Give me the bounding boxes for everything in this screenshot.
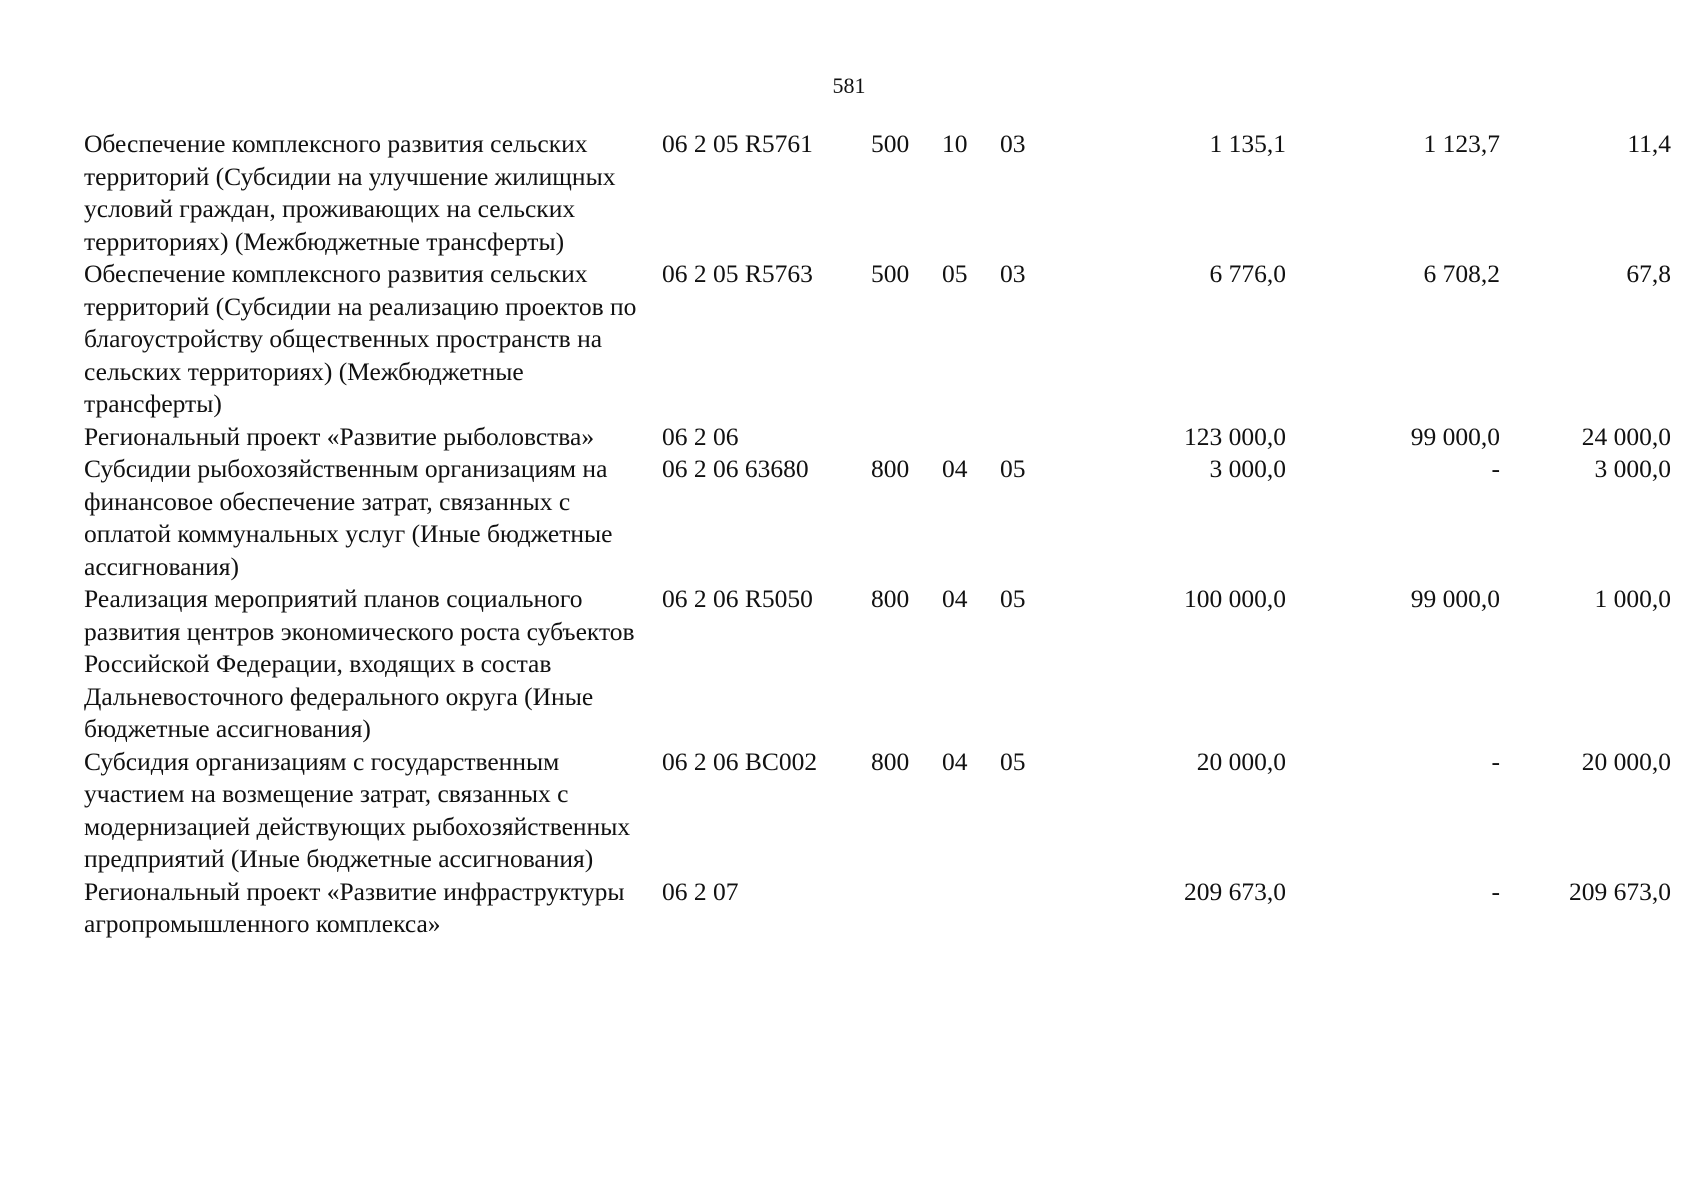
row-pr: 05 (1000, 454, 1026, 483)
row-federal: - (1491, 876, 1500, 906)
row-total: 3 000,0 (1209, 454, 1286, 483)
row-regional: 20 000,0 (1581, 746, 1671, 776)
row-name: Субсидии рыбохозяйственным организациям на финансовое обеспечение затрат, связанных с оплатой коммунальных услуг (Иные бюджетные ассигнования) (84, 454, 613, 581)
row-vr (871, 876, 942, 941)
row-regional: 1 000,0 (1594, 584, 1671, 613)
row-total: 1 135,1 (1209, 129, 1286, 158)
row-name: Обеспечение комплексного развития сельских территорий (Субсидии на реализацию проектов по благоустройству общественных пространств на сельских территориях) (Межбюджетные трансферты) (84, 259, 637, 418)
row-csr: 06 2 06 ВС002 (662, 746, 818, 776)
row-pr: 05 (1000, 584, 1026, 613)
row-total: 123 000,0 (1184, 421, 1286, 451)
row-regional: 67,8 (1626, 259, 1671, 288)
row-federal: 6 708,2 (1423, 259, 1500, 288)
row-total: 100 000,0 (1184, 584, 1286, 613)
row-total: 20 000,0 (1196, 746, 1286, 776)
row-rz: 05 (942, 259, 968, 288)
row-rz: 04 (942, 454, 968, 483)
row-name: Региональный проект «Развитие инфраструктуры агропромышленного комплекса» (84, 876, 625, 938)
budget-table (84, 128, 1671, 941)
table-row (84, 876, 1671, 941)
row-csr: 06 2 05 R5763 (662, 259, 813, 288)
row-pr (1000, 876, 1090, 941)
row-vr: 500 (871, 129, 910, 158)
row-total: 209 673,0 (1184, 876, 1286, 906)
row-regional: 209 673,0 (1569, 876, 1671, 906)
row-pr: 03 (1000, 259, 1026, 288)
row-pr: 05 (1000, 746, 1026, 776)
table-row (84, 421, 1671, 454)
row-csr: 06 2 06 63680 (662, 454, 809, 483)
row-rz: 10 (942, 129, 968, 158)
row-federal: 99 000,0 (1410, 584, 1500, 613)
page-number: 581 (832, 73, 866, 98)
row-rz (942, 876, 1000, 941)
row-csr: 06 2 05 R5761 (662, 129, 813, 158)
table-row (84, 453, 1671, 583)
table-row (84, 583, 1671, 746)
row-csr: 06 2 07 (662, 876, 739, 906)
row-federal: 1 123,7 (1423, 129, 1500, 158)
row-pr: 03 (1000, 129, 1026, 158)
row-rz: 04 (942, 746, 968, 776)
row-name: Реализация мероприятий планов социального развития центров экономического роста субъектов Российской Федерации, входящих в состав Дальневосточного федерального округа (Иные бюджетные ассигнования) (84, 584, 635, 743)
row-csr: 06 2 06 (662, 421, 739, 451)
row-federal: - (1491, 746, 1500, 776)
row-total: 6 776,0 (1209, 259, 1286, 288)
row-name: Региональный проект «Развитие рыболовства» (84, 421, 595, 451)
row-vr: 800 (871, 584, 910, 613)
row-name: Обеспечение комплексного развития сельских территорий (Субсидии на улучшение жилищных условий граждан, проживающих на сельских территориях) (Межбюджетные трансферты) (84, 129, 616, 256)
table-row (84, 746, 1671, 876)
row-vr: 800 (871, 454, 910, 483)
budget-table-body (84, 128, 1671, 941)
table-row (84, 258, 1671, 421)
row-federal: 99 000,0 (1410, 421, 1500, 451)
row-rz (942, 421, 1000, 454)
row-regional: 3 000,0 (1594, 454, 1671, 483)
row-csr: 06 2 06 R5050 (662, 584, 813, 613)
row-vr: 800 (871, 746, 910, 776)
row-regional: 11,4 (1627, 129, 1671, 158)
row-name: Субсидия организациям с государственным участием на возмещение затрат, связанных с модернизацией действующих рыбохозяйственных предприятий (Иные бюджетные ассигнования) (84, 746, 631, 873)
row-federal: - (1491, 454, 1500, 483)
row-pr (1000, 421, 1090, 454)
row-rz: 04 (942, 584, 968, 613)
table-row (84, 128, 1671, 258)
row-regional: 24 000,0 (1581, 421, 1671, 451)
row-vr (871, 421, 942, 454)
row-vr: 500 (871, 259, 910, 288)
